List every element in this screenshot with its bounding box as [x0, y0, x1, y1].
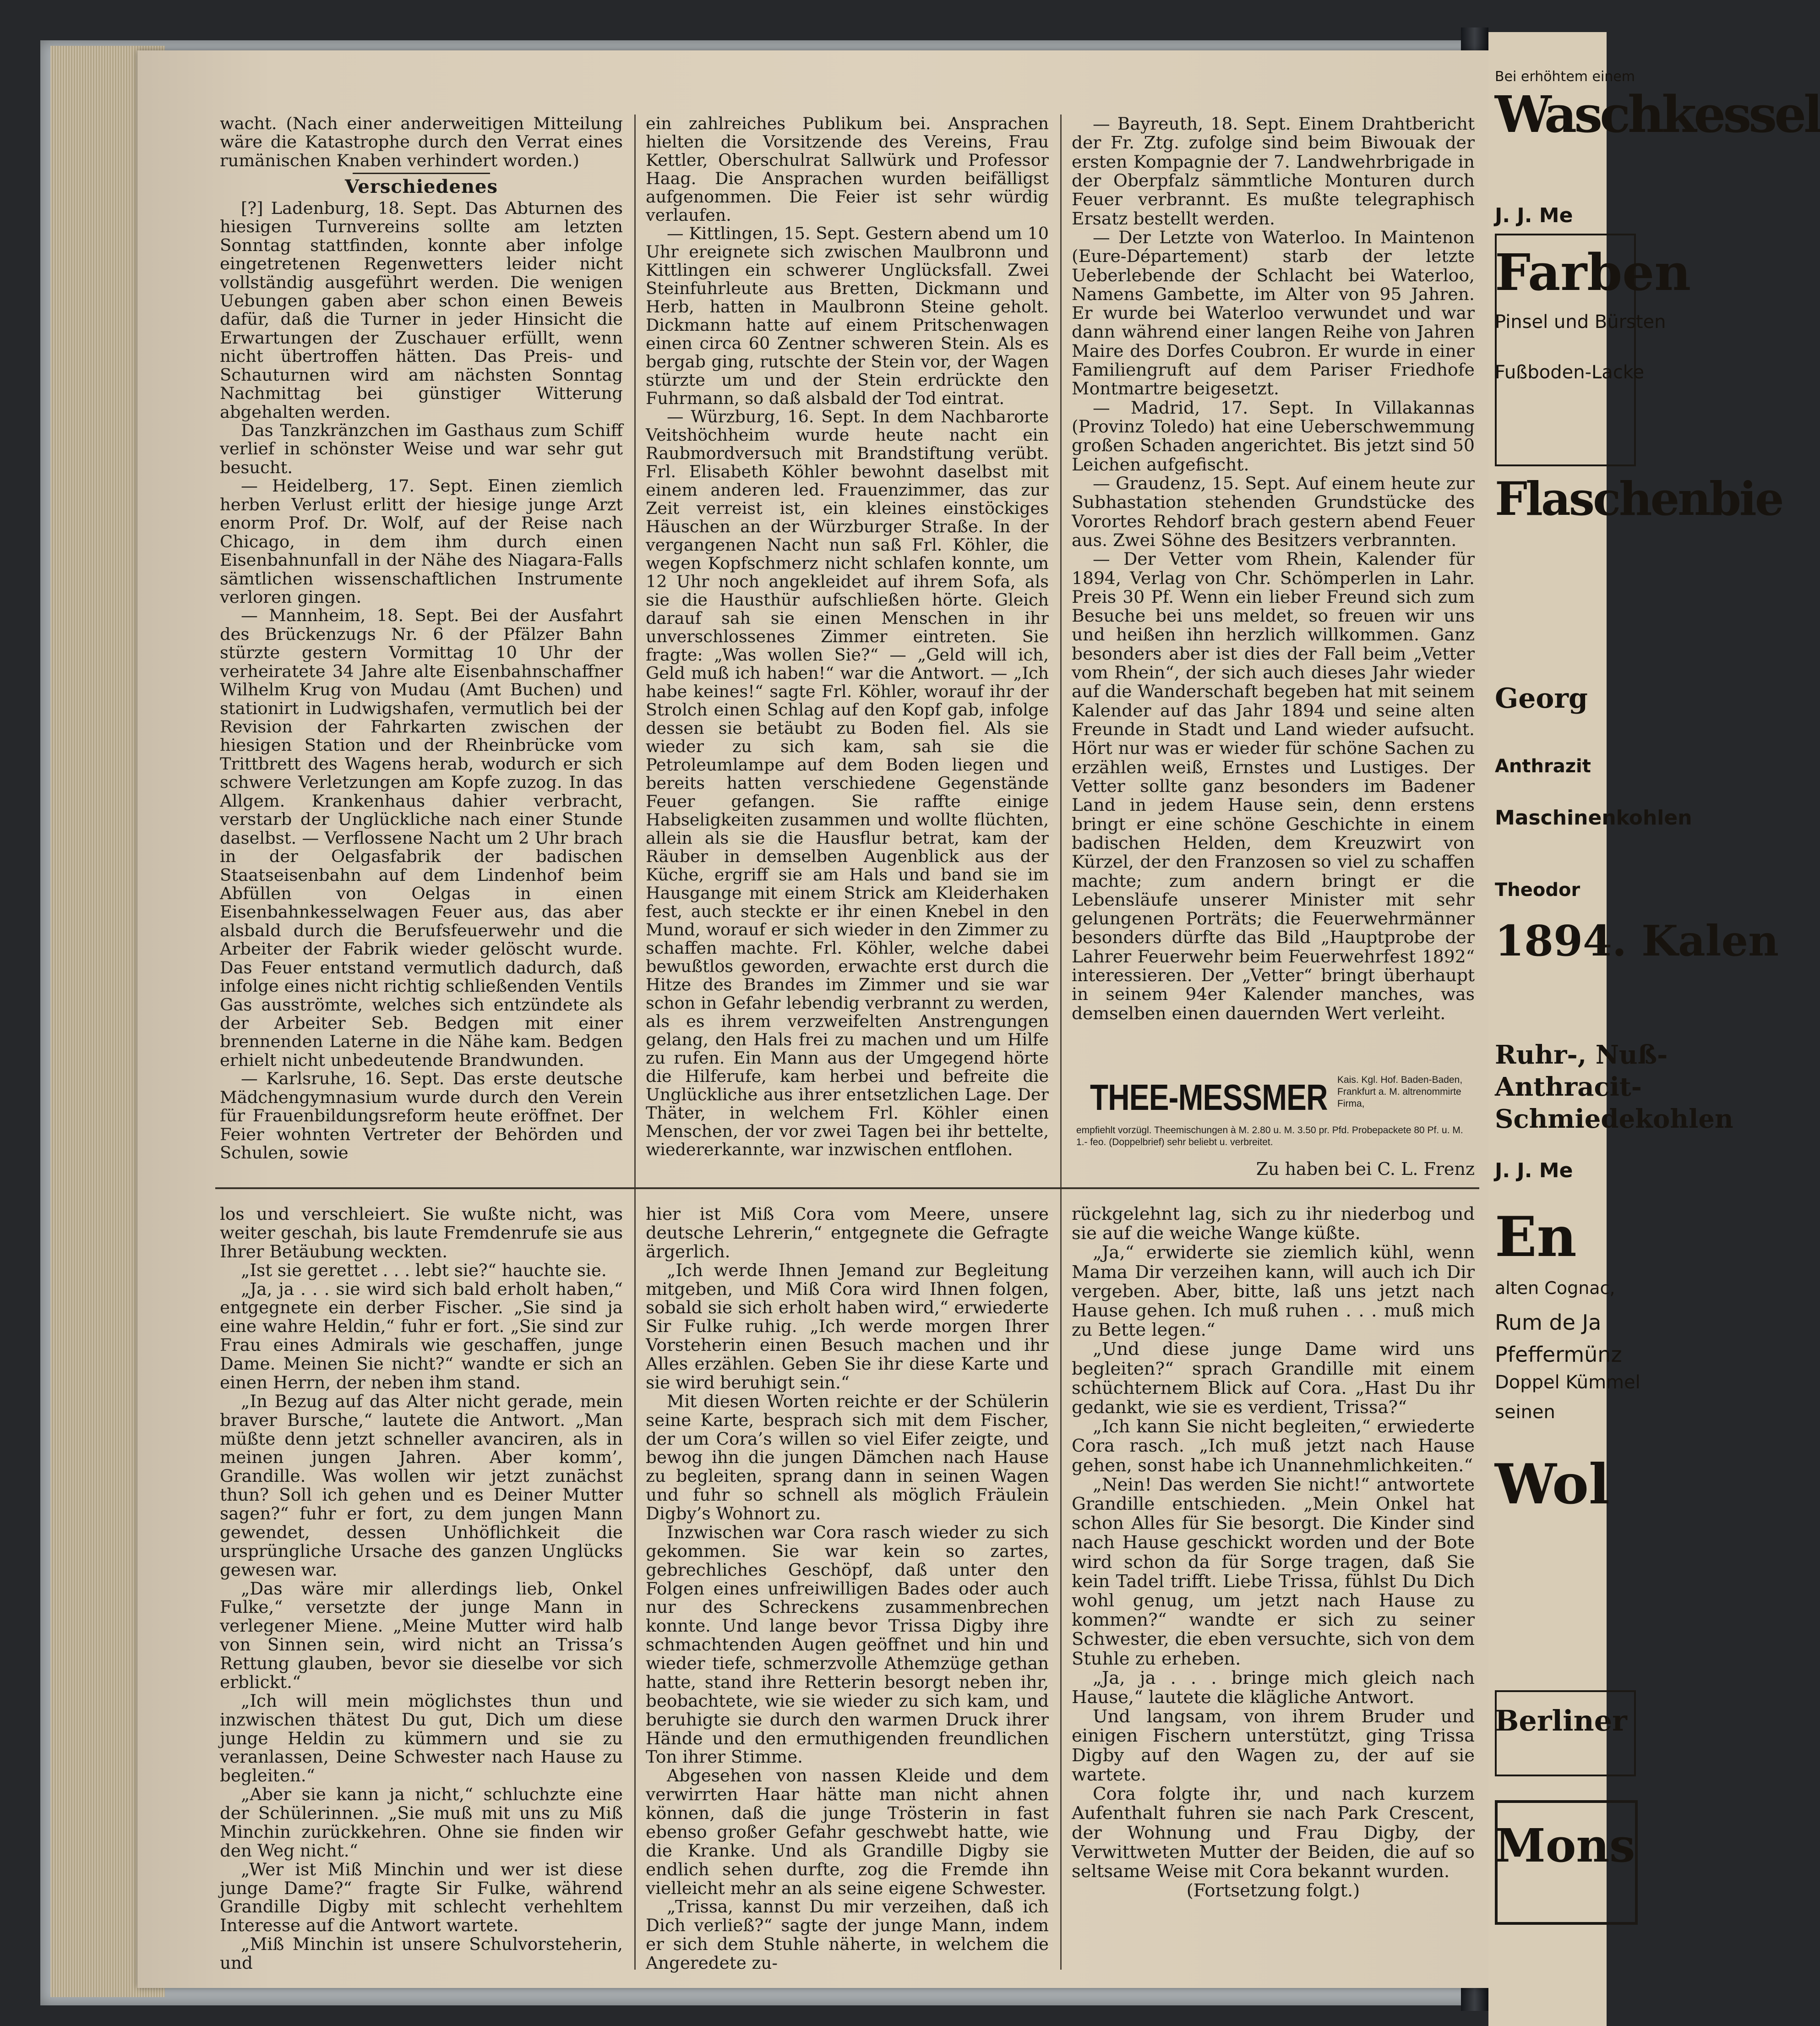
column-rule	[1060, 1205, 1062, 1970]
adjacent-page	[1488, 32, 1820, 2026]
story-paragraph: „Das wäre mir allerdings lieb, Onkel Fulke,“ versetzte der junge Mann in verlegener Miene. „Meine Mutter wird halb von Sinnen sein, wird nicht an Trissa’s Rettung glauben, bevor sie dieselbe vor sich erblickt.“	[220, 1578, 623, 1692]
story-paragraph: „Ja, ja . . . bringe mich gleich nach Hause,“ lautete die klägliche Antwort.	[1072, 1667, 1475, 1708]
article-paragraph: — Mannheim, 18. Sept. Bei der Ausfahrt des Brückenzugs Nr. 6 der Pfälzer Bahn stürzte gestern Vormittag 10 Uhr der verheiratete 34 Jahre alte Eisenbahnschaffner Wilhelm Krug von Mudau (Amt Buchen) und stationirt in Ludwigshafen, vermutlich bei der Revision der Fahrkarten zwischen der hiesigen Station und der Rheinbrücke vom Trittbrett des Wagens herab, wodurch er sich schwere Verletzungen am Kopfe zuzog. In das Allgem. Krankenhaus dahier verbracht, verstarb der Unglückliche nach einer Stunde daselbst. — Verflossene Nacht um 2 Uhr brach in der Oelgasfabrik der badischen Staatseisenbahn auf dem Lindenhof beim Abfüllen von Oelgas in einen Eisenbahnkesselwagen Feuer aus, das aber alsbald durch die Berufsfeuerwehr und die Arbeiter der Fabrik wieder gelöscht wurde. Das Feuer entstand vermutlich dadurch, daß infolge eines nicht richtig schließenden Ventils Gas ausströmte, welches sich entzündete als der Arbeiter Seb. Bedgen mit einer brennenden Laterne in die Nähe kam. Bedgen erhielt nicht unbedeutende Brandwunden.	[220, 606, 623, 1070]
story-paragraph: „Ich kann Sie nicht begleiten,“ erwiederte Cora rasch. „Ich muß jetzt nach Hause gehen, sonst habe ich Unannehmlichkeiten.“	[1072, 1416, 1475, 1476]
top-column-2	[646, 115, 1049, 1159]
adjacent-ad-text: alten Cognac,	[1495, 1278, 1615, 1298]
adjacent-ad-heading: Berliner	[1495, 1704, 1627, 1737]
adjacent-ad-text: Fußboden-Lacke	[1495, 362, 1645, 383]
story-paragraph: „Ich will mein möglichstes thun und inzwischen thätest Du gut, Dich um diese junge Heldin zu kümmern und sie zu veranlassen, Deine Schwester nach Hause zu begleiten.“	[220, 1690, 623, 1786]
story-paragraph: „Trissa, kannst Du mir verzeihen, daß ich Dich verließ?“ sagte der junge Mann, indem er sich dem Stuhle näherte, in welchem die Angeredete zu-	[646, 1896, 1049, 1973]
adjacent-ad-heading: Ruhr-, Nuß-	[1495, 1040, 1668, 1070]
adjacent-ad-text: J. J. Me	[1495, 204, 1573, 227]
continuation-note: (Fortsetzung folgt.)	[1186, 1880, 1360, 1901]
adjacent-ad-heading: En	[1495, 1205, 1577, 1269]
adjacent-ad-heading: Georg	[1495, 683, 1588, 715]
ad-sale-line: Zu haben bei C. L. Frenz	[1256, 1159, 1475, 1179]
story-paragraph: „Ist sie gerettet . . . lebt sie?“ hauchte sie.	[241, 1260, 607, 1280]
top-column-1	[220, 115, 623, 1163]
adjacent-ad-heading: Farben	[1495, 243, 1691, 302]
story-paragraph: Inzwischen war Cora rasch wieder zu sich gekommen. Sie war kein so zartes, gebrechliches Geschöpf, daß unter den Folgen eines unfreiwilligen Bades oder auch nur des Schreckens zusammenbrechen konnte. Und lange bevor Trissa Digby ihre schmachtenden Augen geöffnet und hin und wieder tiefe, schmerzvolle Athemzüge gethan hatte, stand ihre Retterin besorgt neben ihr, beobachtete, wie sie wieder zu sich kam, und beruhigte sie durch den warmen Druck ihrer Hände und den ermuthigenden freundlichen Ton ihrer Stimme.	[646, 1522, 1049, 1767]
adjacent-ad-heading: 1894. Kalen	[1495, 916, 1779, 966]
article-paragraph: ein zahlreiches Publikum bei. Ansprachen hielten die Vorsitzende des Vereins, Frau Kettler, Oberschulrat Sallwürk und Professor Haag. Die Ansprachen wurden beifälligst aufgenommen. Die Feier ist sehr würdig verlaufen.	[646, 114, 1049, 225]
adjacent-ad-text: Pfeffermünz	[1495, 1342, 1622, 1367]
story-paragraph: „Ich werde Ihnen Jemand zur Begleitung mitgeben, und Miß Cora wird Ihnen folgen, sobald sie sich erholt haben wird,“ erwiederte Sir Fulke ruhig. „Ich werde morgen Ihrer Vorsteherin einen Besuch machen und ihr Alles erzählen. Geben Sie ihr diese Karte und sie wird beruhigt sein.“	[646, 1260, 1049, 1393]
story-paragraph: rückgelehnt lag, sich zu ihr niederbog und sie auf die weiche Wange küßte.	[1072, 1204, 1475, 1244]
story-paragraph: „Ja, ja . . . sie wird sich bald erholt haben,“ entgegnete ein derber Fischer. „Sie sind ja eine wahre Heldin,“ fuhr er fort. „Sie sind zur Frau eines Admirals wie geschaffen, junge Dame. Meinen Sie nicht?“ wandte er sich an einen Herrn, der neben ihm stand.	[220, 1278, 623, 1393]
article-paragraph: wacht. (Nach einer anderweitigen Mitteilung wäre die Katastrophe durch den Verrat eines rumänischen Knaben verhindert worden.)	[220, 114, 623, 170]
adjacent-ad-text: Bei erhöhtem einem	[1495, 69, 1635, 85]
story-paragraph: „Aber sie kann ja nicht,“ schluchzte eine der Schülerinnen. „Sie muß mit uns zu Miß Minchin zurückkehren. Ohne sie finden wir den Weg nicht.“	[220, 1784, 623, 1861]
story-paragraph: „Nein! Das werden Sie nicht!“ antwortete Grandille entschieden. „Mein Onkel hat schon Alles für Sie besorgt. Die Kinder sind nach Hause geschickt worden und der Bote wird schon da für Sorge tragen, daß Sie kein Tadel trifft. Liebe Trissa, fühlst Du Dich wohl genug, um jetzt nach Hause zu kommen?“ wandte er sich zu seiner Schwester, die eben versuchte, sich von dem Stuhle zu erheben.	[1072, 1474, 1475, 1669]
article-paragraph: — Kittlingen, 15. Sept. Gestern abend um 10 Uhr ereignete sich zwischen Maulbronn und Kittlingen ein schwerer Unglücksfall. Zwei Steinfuhrleute aus Bretten, Dickmann und Herb, hatten in Maulbronn Steine geholt. Dickmann hatte auf einem Pritschenwagen einen circa 60 Zentner schweren Stein. Als es bergab ging, rutschte der Stein vor, der Wagen stürzte um und der Stein erdrückte den Fuhrmann, so daß alsbald der Tod eintrat.	[646, 224, 1049, 408]
adjacent-ad-text: Theodor	[1495, 879, 1580, 901]
bottom-column-1	[220, 1205, 623, 1972]
story-paragraph: „Und diese junge Dame wird uns begleiten?“ sprach Grandille mit einem schüchternem Blick auf Cora. „Hast Du ihr gedankt, wie sie es verdient, Trissa?“	[1072, 1339, 1475, 1418]
article-paragraph: — Karlsruhe, 16. Sept. Das erste deutsche Mädchengymnasium wurde durch den Verein für Frauenbildungsreform heute eröffnet. Der Feier wohnten Vertreter der Behörden und Schulen, sowie	[220, 1069, 623, 1163]
adjacent-ad-heading: Anthracit-	[1495, 1072, 1642, 1102]
adjacent-ad-text: Rum de Ja	[1495, 1310, 1602, 1335]
article-paragraph: — Der Letzte von Waterloo. In Maintenon (Eure-Département) starb der letzte Ueberlebende der Schlacht bei Waterloo, Namens Gambette, im Alter von 95 Jahren. Er wurde bei Waterloo verwundet und war dann während einer langen Reihe von Jahren Maire des Dorfes Coubron. Er wurde in einer Familiengruft auf dem Pariser Friedhofe Montmartre beigesetzt.	[1072, 227, 1475, 399]
column-rule	[634, 1205, 636, 1970]
story-paragraph: Mit diesen Worten reichte er der Schülerin seine Karte, besprach sich mit dem Fischer, der um Cora’s willen so viel Eifer zeigte, und bewog ihn die jungen Dämchen nach Hause zu begleiten, sprang dann in seinen Wagen und fuhr so schnell als möglich Fräulein Digby’s Wohnort zu.	[646, 1391, 1049, 1524]
story-paragraph: „In Bezug auf das Alter nicht gerade, mein braver Bursche,“ lautete die Antwort. „Man müßte denn jetzt schneller avanciren, als in meinen jungen Jahren. Aber komm’, Grandille. Was wollen wir jetzt zunächst thun? Soll ich gehen und es Deiner Mutter sagen?“ fuhr er fort, zu dem jungen Mann gewendet, dessen Unhöflichkeit die ursprüngliche Ursache des ganzen Unglücks gewesen war.	[220, 1391, 623, 1580]
section-divider	[353, 173, 490, 174]
adjacent-ad-heading: Schmiedekohlen	[1495, 1104, 1733, 1134]
article-paragraph: — Würzburg, 16. Sept. In dem Nachbarorte Veitshöchheim wurde heute nacht ein Raubmordversuch mit Brandstiftung verübt. Frl. Elisabeth Köhler bewohnt daselbst mit einem anderen led. Frauenzimmer, das zur Zeit verreist ist, ein kleines einstöckiges Häuschen an der Würzburger Straße. In der vergangenen Nacht nun saß Frl. Köhler, die wegen Kopfschmerz nicht schlafen konnte, um 12 Uhr noch angekleidet auf ihrem Sofa, als sie die Hausthür aufschließen hörte. Gleich darauf sah sie einen Menschen in ihr unverschlossenes Zimmer eintreten. Sie fragte: „Was wollen Sie?“ — „Geld will ich, Geld muß ich haben!“ war die Antwort. — „Ich habe keines!“ sagte Frl. Köhler, worauf ihr der Strolch einen Schlag auf den Kopf gab, infolge dessen sie betäubt zu Boden fiel. Als sie wieder zu sich kam, sah sie die Petroleumlampe auf dem Boden liegen und bereits hatten verschiedene Gegenstände Feuer gefangen. Sie raffte einige Habseligkeiten zusammen und wollte flüchten, allein als sie die Hausflur betrat, kam der Räuber in demselben Augenblick aus der Küche, ergriff sie am Hals und band sie im Hausgange mit einem Strick am Kleiderhaken fest, auch steckte er ihr einen Knebel in den Mund, worauf er sich wieder in den Zimmer zu schaffen machte. Frl. Köhler, welche dabei bewußtlos geworden, erwachte erst durch die Hitze des Brandes im Zimmer und sie war schon in Gefahr lebendig verbrannt zu werden, als es ihrem verzweifelten Anstrengungen gelang, den Hals frei zu machen und um Hilfe zu rufen. Ein Mann aus der Umgegend hörte die Hilferufe, kam herbei und befreite die Unglückliche aus ihrer entsetzlichen Lage. Der Thäter, in welchem Frl. Köhler einen Menschen, der vor zwei Tagen bei ihr bettelte, wiedererkannte, war inzwischen entflohen.	[646, 407, 1049, 1159]
article-paragraph: [?] Ladenburg, 18. Sept. Das Abturnen des hiesigen Turnvereins sollte am letzten Sonntag stattfinden, konnte aber infolge eingetretenen Regenwetters leider nicht vollständig ausgeführt werden. Die wenigen Uebungen gaben aber schon einen Beweis dafür, daß die Turner in jeder Hinsicht die Erwartungen der Zuschauer erfüllt, wenn nicht übertroffen hätten. Das Preis- und Schauturnen wird am nächsten Sonntag Nachmittag bei günstiger Witterung abgehalten werden.	[220, 198, 623, 422]
adjacent-ad-text: seinen	[1495, 1402, 1555, 1423]
top-column-3	[1072, 115, 1475, 1023]
story-paragraph: „Wer ist Miß Minchin und wer ist diese junge Dame?“ fragte Sir Fulke, während Grandille Digby mit schlecht verhehltem Interesse auf die Antwort wartete.	[220, 1859, 623, 1936]
adjacent-ad-heading: Mons	[1495, 1818, 1635, 1873]
story-paragraph: Cora folgte ihr, und nach kurzem Aufenthalt fuhren sie nach Park Crescent, der Wohnung und Frau Digby, der Verwittweten Mutter der Beiden, die auf so seltsame Weise mit Cora bekannt wurden.	[1072, 1784, 1475, 1882]
story-paragraph: los und verschleiert. Sie wußte nicht, was weiter geschah, bis laute Fremdenrufe sie aus Ihrer Betäubung weckten.	[220, 1204, 623, 1261]
adjacent-ad-text: Maschinenkohlen	[1495, 806, 1692, 830]
tea-advertisement	[1076, 1065, 1475, 1180]
story-paragraph: „Miß Minchin ist unsere Schulvorsteherin, und	[220, 1934, 623, 1973]
article-paragraph: Das Tanzkränzchen im Gasthaus zum Schiff verlief in schönster Weise und war sehr gut besucht.	[220, 420, 623, 477]
ad-body: empfiehlt vorzügl. Theemischungen à M. 2.80 u. M. 3.50 pr. Pfd. Probepackete 80 Pf. u. M. 1.- feo. (Doppelbrief) sehr beliebt u. verbreitet.	[1076, 1125, 1463, 1147]
story-paragraph: hier ist Miß Cora vom Meere, unsere deutsche Lehrerin,“ entgegnete die Gefragte ärgerlich.	[646, 1204, 1049, 1261]
article-paragraph: — Heidelberg, 17. Sept. Einen ziemlich herben Verlust erlitt der hiesige junge Arzt enorm Prof. Dr. Wolf, auf der Reise nach Chicago, in dem ihm durch einen Eisenbahnunfall in der Nähe des Niagara-Falls sämtlichen wissenschaftlichen Instrumente verloren gingen.	[220, 476, 623, 607]
adjacent-ad-text: J. J. Me	[1495, 1159, 1573, 1182]
ad-title: THEE-MESSMER	[1090, 1077, 1328, 1118]
story-paragraph: Abgesehen von nassen Kleide und dem verwirrten Haar hätte man nicht ahnen können, daß die junge Trösterin in fast ebenso großer Gefahr geschwebt hatte, wie die Kranke. Und als Grandille Digby sie endlich sehen durfte, zog die Fremde ihn vielleicht mehr an als seine eigene Schwester.	[646, 1765, 1049, 1898]
story-paragraph: Und langsam, von ihrem Bruder und einigen Fischern unterstützt, ging Trissa Digby auf den Wagen zu, der auf sie wartete.	[1072, 1706, 1475, 1785]
newspaper-page	[137, 50, 1488, 1988]
adjacent-ad-heading: Waschkessel	[1495, 85, 1820, 144]
adjacent-ad-text: Doppel Kümmel	[1495, 1372, 1640, 1393]
adjacent-ad-heading: Wol	[1495, 1452, 1610, 1517]
article-paragraph: — Graudenz, 15. Sept. Auf einem heute zur Subhastation stehenden Grundstücke des Vorortes Rehdorf brach gestern abend Feuer aus. Zwei Söhne des Besitzers verbrannten.	[1072, 473, 1475, 550]
adjacent-ad-text: Anthrazit	[1495, 756, 1591, 777]
bottom-column-3	[1072, 1205, 1475, 1900]
column-rule	[1060, 115, 1062, 1223]
story-paragraph: „Ja,“ erwiderte sie ziemlich kühl, wenn Mama Dir verzeihen kann, will auch ich Dir vergeben. Aber, bitte, laß uns jetzt nach Hause gehen. Ich muß ruhen . . . muß mich zu Bette legen.“	[1072, 1242, 1475, 1341]
column-rule	[634, 115, 636, 1223]
article-paragraph: — Der Vetter vom Rhein, Kalender für 1894, Verlag von Chr. Schömperlen in Lahr. Preis 30 Pf. Wenn ein lieber Freund sich zum Besuche bei uns meldet, so freuen wir uns und heißen ihn herzlich willkommen. Ganz besonders aber ist dies der Fall beim „Vetter vom Rhein“, der sich auch dieses Jahr wieder auf die Wanderschaft begeben hat mit seinem Kalender auf das Jahr 1894 und seine alten Freunde in Stadt und Land wieder aufsucht. Hört nur was er wieder für schöne Sachen zu erzählen weiß, Ernstes und Lustiges. Der Vetter sollte ganz besonders im Badener Land in jedem Hause sein, denn erstens bringt er eine schöne Geschichte in einem badischen Helden, dem Kreuzwirt von Kürzel, der den Franzosen so viel zu schaffen machte; zum andern bringt er die Lebensläufe unserer Minister mit sehr gelungenen Porträts; die Feuerwehrmänner besonders dürfte das Bild „Hauptprobe der Lahrer Feuerwehr beim Feuerwehrfest 1892“ interessieren. Der „Vetter“ bringt überhaupt in seinem 94er Kalender manches, was demselben einen dauernden Wert verleiht.	[1072, 549, 1475, 1023]
article-paragraph: — Madrid, 17. Sept. In Villakannas (Provinz Toledo) hat eine Ueberschwemmung großen Schaden angerichtet. Bis jetzt sind 50 Leichen aufgefischt.	[1072, 397, 1475, 475]
adjacent-ad-text: Pinsel und Bürsten	[1495, 311, 1666, 333]
section-separator	[215, 1187, 1479, 1189]
adjacent-ad-heading: Flaschenbie	[1495, 472, 1782, 526]
article-paragraph: — Bayreuth, 18. Sept. Einem Drahtbericht der Fr. Ztg. zufolge sind beim Biwouak der ersten Kompagnie der 7. Landwehrbrigade in der Oberpfalz sämmtliche Monturen durch Feuer verbrannt. Es mußte telegraphisch Ersatz bestellt werden.	[1072, 114, 1475, 229]
section-heading: Verschiedenes	[345, 176, 498, 198]
ad-firm-note: Kais. Kgl. Hof. Baden-Baden, Frankfurt a. M. altrenommirte Firma,	[1337, 1075, 1463, 1109]
bottom-column-2	[646, 1205, 1049, 1972]
